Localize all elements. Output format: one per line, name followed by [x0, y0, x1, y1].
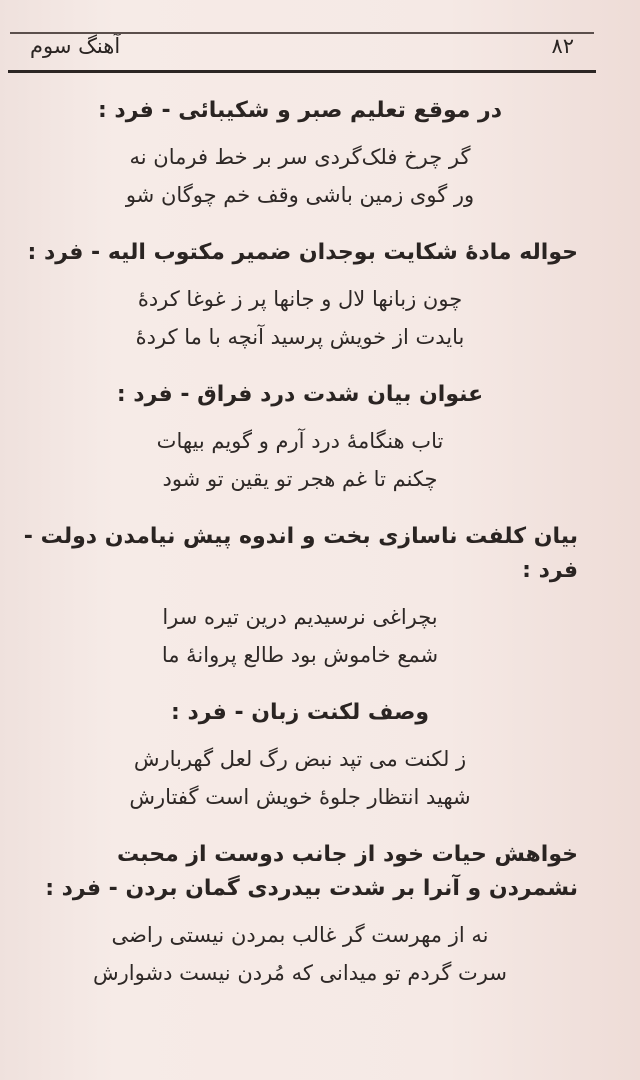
couplet	[22, 916, 578, 992]
section-heading: وصف لکنت زبان - فرد :	[170, 700, 430, 725]
couplet	[22, 598, 578, 674]
verse-line: شمع خاموش بود طالع پروانهٔ ما	[161, 643, 439, 667]
verse-line: چکنم تا غم هجر تو یقین تو شود	[162, 467, 438, 491]
couplet	[22, 422, 578, 498]
section-heading: حواله مادهٔ شکایت بوجدان ضمیر مکتوب الیه - فرد :	[27, 240, 578, 265]
section-heading: بیان کلفت ناسازی بخت و اندوه پیش نیامدن دولت - فرد :	[23, 524, 578, 583]
verse-line: تاب هنگامهٔ درد آرم و گویم بیهات	[156, 429, 444, 453]
verse-line: ز لکنت می تپد نبض رگ لعل گهربارش	[133, 747, 467, 771]
verse-line: چون زبانها لال و جانها پر ز غوغا کردهٔ	[137, 287, 463, 311]
couplet	[22, 740, 578, 816]
section	[22, 94, 578, 214]
verse-line: بچراغی نرسیدیم درین تیره سرا	[162, 605, 438, 629]
section-heading: عنوان بیان شدت درد فراق - فرد :	[116, 382, 484, 407]
verse-line: بایدت از خویش پرسید آنچه با ما کردهٔ	[135, 325, 465, 349]
section	[22, 838, 578, 992]
section	[22, 378, 578, 498]
verse-line: نه از مهرست گر غالب بمردن نیستی راضی	[111, 923, 489, 947]
chapter-title: آهنگ سوم	[30, 34, 121, 58]
verse-line: شهید انتظار جلوهٔ خویش است گفتارش	[129, 785, 471, 809]
header-rule-top	[10, 32, 594, 34]
verse-line: گر چرخ فلک‌گردی سر بر خط فرمان نه	[129, 145, 471, 169]
page-content	[22, 88, 578, 1014]
section-heading: در موقع تعلیم صبر و شکیبائی - فرد :	[97, 98, 503, 123]
couplet	[22, 138, 578, 214]
couplet	[22, 280, 578, 356]
section	[22, 236, 578, 356]
section	[22, 520, 578, 674]
header-rule-bottom	[8, 70, 596, 73]
section-heading: خواهش حیات خود از جانب دوست از محبت نشمردن و آنرا بر شدت بیدردی گمان بردن - فرد :	[45, 842, 578, 901]
section	[22, 696, 578, 816]
page-header	[10, 22, 596, 70]
page-number: ۸۲	[551, 34, 574, 58]
verse-line: سرت گردم تو میدانی که مُردن نیست دشوارش	[93, 961, 507, 985]
verse-line: ور گوی زمین باشی وقف خم چوگان شو	[125, 183, 475, 207]
